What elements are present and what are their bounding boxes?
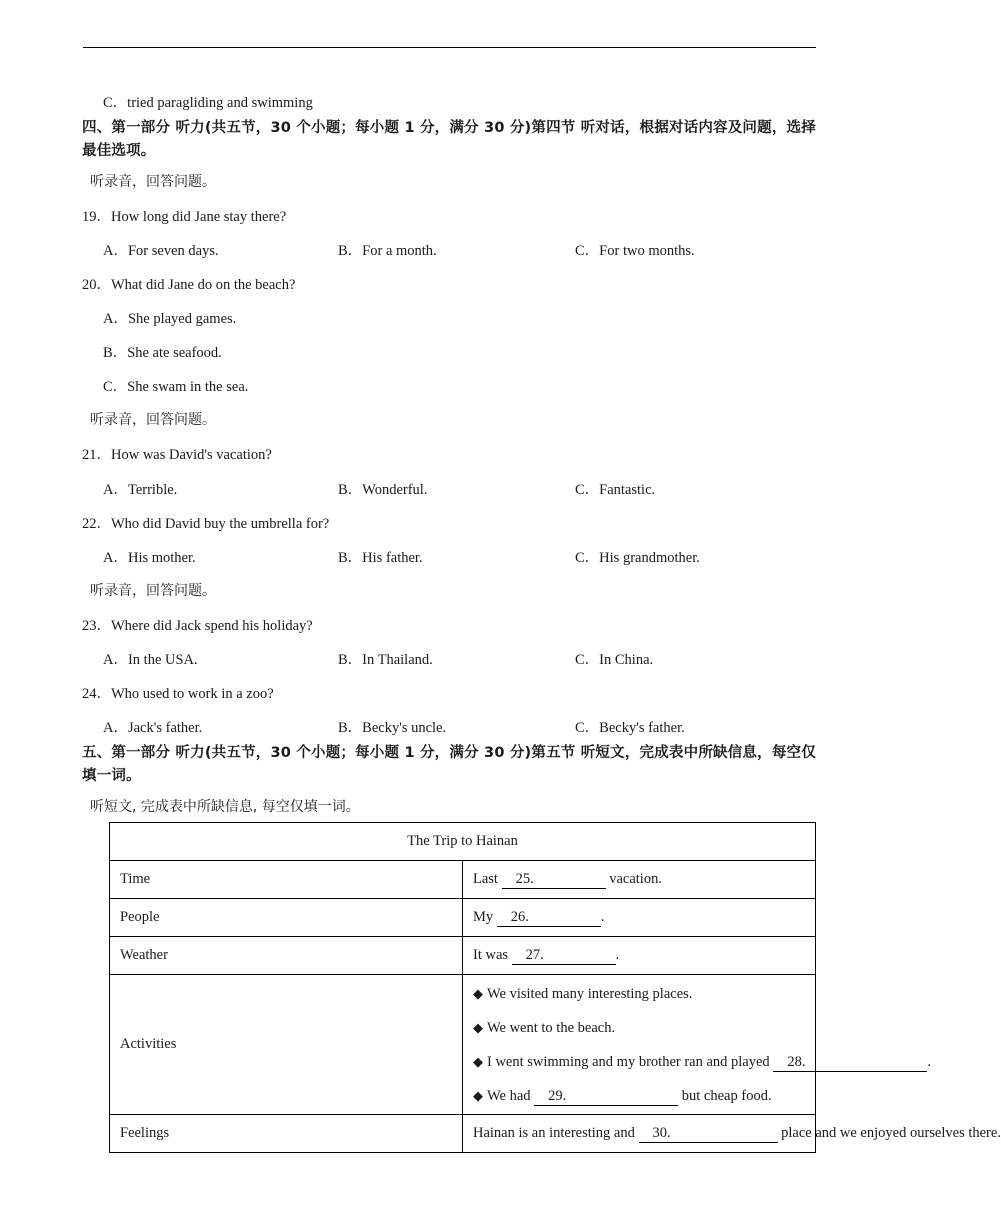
diamond-bullet-icon: ◆	[473, 1054, 483, 1070]
row-label-people: People	[110, 899, 463, 937]
table-row	[110, 975, 816, 1115]
activity-line-1: ◆ We visited many interesting places.	[473, 985, 693, 1002]
trip-table	[109, 822, 1001, 1153]
q22-option-c: C．His grandmother.	[575, 550, 700, 566]
blank-25[interactable]: 25.	[502, 871, 606, 889]
diamond-bullet-icon: ◆	[473, 1088, 483, 1104]
q21-option-b: B．Wonderful.	[338, 482, 428, 498]
blank-29[interactable]: 29.	[534, 1088, 678, 1106]
q21-option-a: A．Terrible.	[103, 482, 178, 498]
activity-line-3: ◆ I went swimming and my brother ran and played 28. .	[473, 1053, 931, 1070]
q19-option-a: A．For seven days.	[103, 243, 219, 259]
row-value-activities	[463, 975, 931, 1115]
activity-line-4: ◆ We had 29. but cheap food.	[473, 1087, 772, 1104]
blank-27[interactable]: 27.	[512, 947, 616, 965]
row-label-activities: Activities	[110, 975, 463, 1115]
question-24: 24．Who used to work in a zoo?	[82, 686, 274, 702]
q23-option-b: B．In Thailand.	[338, 652, 433, 668]
q20-option-c: C．She swam in the sea.	[103, 379, 249, 395]
section5-instruction: 听短文, 完成表中所缺信息, 每空仅填一词。	[90, 799, 360, 815]
table-row	[110, 1115, 816, 1153]
row-value-people: My 26. .	[463, 899, 816, 937]
q24-option-a: A．Jack's father.	[103, 720, 203, 736]
prev-option-c: C．tried paragliding and swimming	[103, 95, 313, 111]
q23-option-c: C．In China.	[575, 652, 654, 668]
table-row	[110, 899, 816, 937]
question-19: 19．How long did Jane stay there?	[82, 209, 287, 225]
row-value-weather: It was 27. .	[463, 937, 816, 975]
question-21: 21．How was David's vacation?	[82, 447, 272, 463]
q19-option-b: B．For a month.	[338, 243, 437, 259]
diamond-bullet-icon: ◆	[473, 1020, 483, 1036]
row-value-feelings: Hainan is an interesting and 30. place and we enjoyed ourselves there.	[463, 1115, 816, 1153]
table-title: The Trip to Hainan	[110, 823, 816, 861]
blank-30[interactable]: 30.	[639, 1125, 778, 1143]
blank-26[interactable]: 26.	[497, 909, 601, 927]
section4-heading: 四、第一部分 听力(共五节，30 个小题；每小题 1 分，满分 30 分)第四节 听对话，根据对话内容及问题，选择最佳选项。	[82, 120, 816, 159]
row-label-feelings: Feelings	[110, 1115, 463, 1153]
q22-option-b: B．His father.	[338, 550, 423, 566]
activity-line-2: ◆ We went to the beach.	[473, 1019, 616, 1036]
diamond-bullet-icon: ◆	[473, 986, 483, 1002]
row-label-weather: Weather	[110, 937, 463, 975]
q20-option-a: A．She played games.	[103, 311, 237, 327]
section4-instruction-3: 听录音，回答问题。	[90, 583, 216, 599]
question-23: 23．Where did Jack spend his holiday?	[82, 618, 313, 634]
section4-instruction-2: 听录音，回答问题。	[90, 412, 216, 428]
table-row	[110, 823, 816, 861]
table-row	[110, 861, 816, 899]
q22-option-a: A．His mother.	[103, 550, 196, 566]
header-rule	[83, 47, 816, 48]
section4-instruction-1: 听录音，回答问题。	[90, 174, 216, 190]
q21-option-c: C．Fantastic.	[575, 482, 656, 498]
blank-28[interactable]: 28.	[773, 1054, 927, 1072]
q19-option-c: C．For two months.	[575, 243, 695, 259]
q20-option-b: B．She ate seafood.	[103, 345, 222, 361]
question-22: 22．Who did David buy the umbrella for?	[82, 516, 330, 532]
q24-option-b: B．Becky's uncle.	[338, 720, 447, 736]
q24-option-c: C．Becky's father.	[575, 720, 685, 736]
row-label-time: Time	[110, 861, 463, 899]
q23-option-a: A．In the USA.	[103, 652, 198, 668]
row-value-time: Last 25. vacation.	[463, 861, 816, 899]
question-20: 20．What did Jane do on the beach?	[82, 277, 296, 293]
table-row	[110, 937, 816, 975]
section5-heading: 五、第一部分 听力(共五节，30 个小题；每小题 1 分，满分 30 分)第五节 听短文，完成表中所缺信息，每空仅填一词。	[82, 745, 816, 784]
